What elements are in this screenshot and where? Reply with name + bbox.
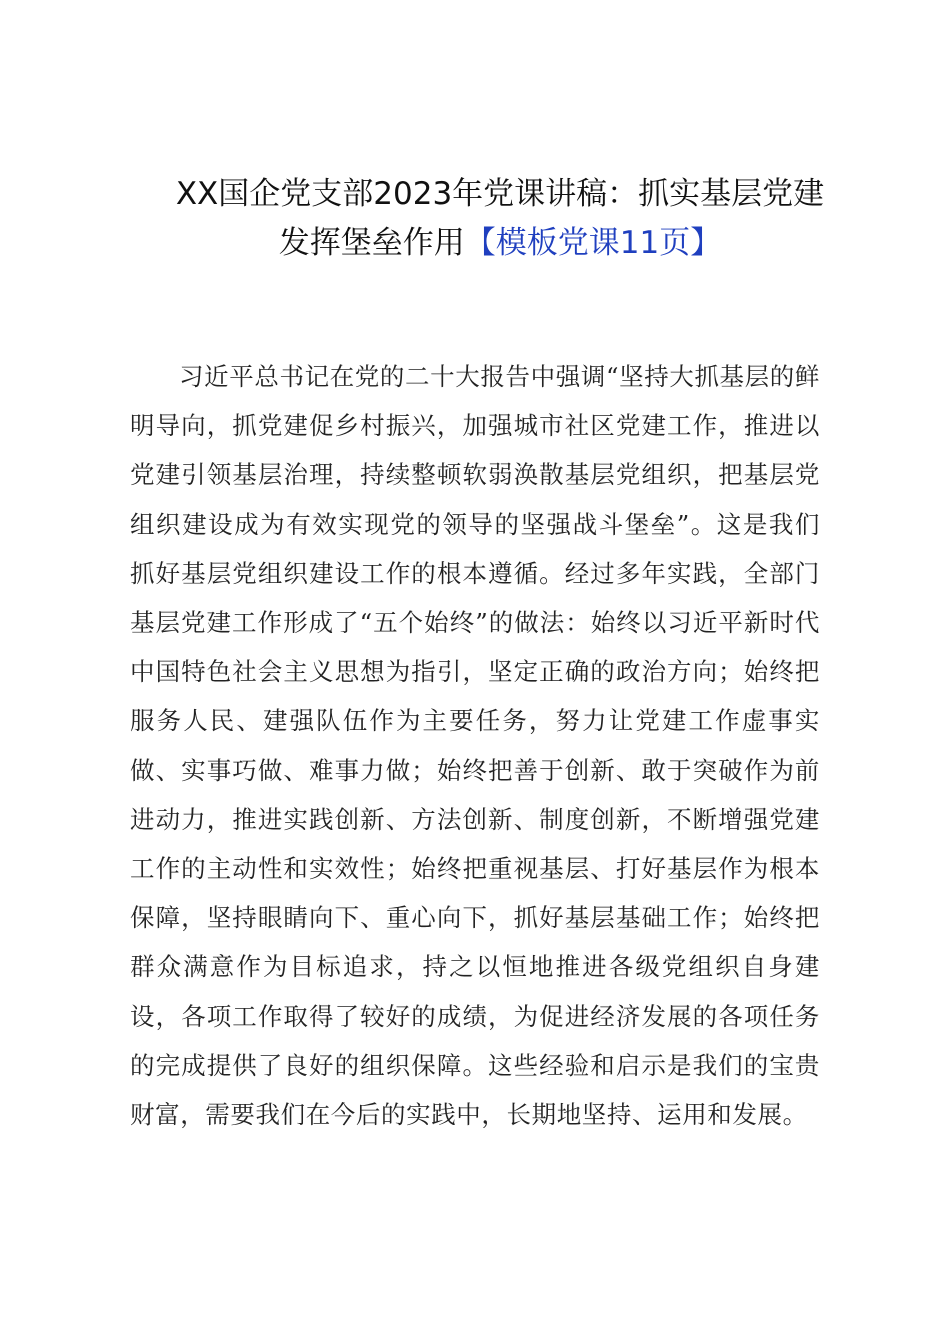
title-line-2-text: 发挥堡垒作用 <box>278 225 465 261</box>
body-paragraph: 习近平总书记在党的二十大报告中强调“坚持大抓基层的鲜明导向，抓党建促乡村振兴，加强城市社区党建工作，推进以党建引领基层治理，持续整顿软弱涣散基层党组织，把基层党组织建设成为有效实现党的领导的坚强战斗堡垒”。这是我们抓好基层党组织建设工作的根本遵循。经过多年实践，全部门基层党建工作形成了“五个始终”的做法：始终以习近平新时代中国特色社会主义思想为指引，坚定正确的政治方向；始终把服务人民、建强队伍作为主要任务，努力让党建工作虚事实做、实事巧做、难事力做；始终把善于创新、敢于突破作为前进动力，推进实践创新、方法创新、制度创新，不断增强党建工作的主动性和实效性；始终把重视基层、打好基层作为根本保障，坚持眼睛向下、重心向下，抓好基层基础工作；始终把群众满意作为目标追求，持之以恒地推进各级党组织自身建设，各项工作取得了较好的成绩，为促进经济发展的各项任务的完成提供了良好的组织保障。这些经验和启示是我们的宝贵财富，需要我们在今后的实践中，长期地坚持、运用和发展。 <box>130 362 820 1130</box>
title-template-tag: 【模板党课11页】 <box>464 225 722 261</box>
document-title <box>120 170 880 268</box>
title-line-1: XX国企党支部2023年党课讲稿：抓实基层党建 <box>175 176 825 212</box>
title-line-2 <box>120 219 880 268</box>
